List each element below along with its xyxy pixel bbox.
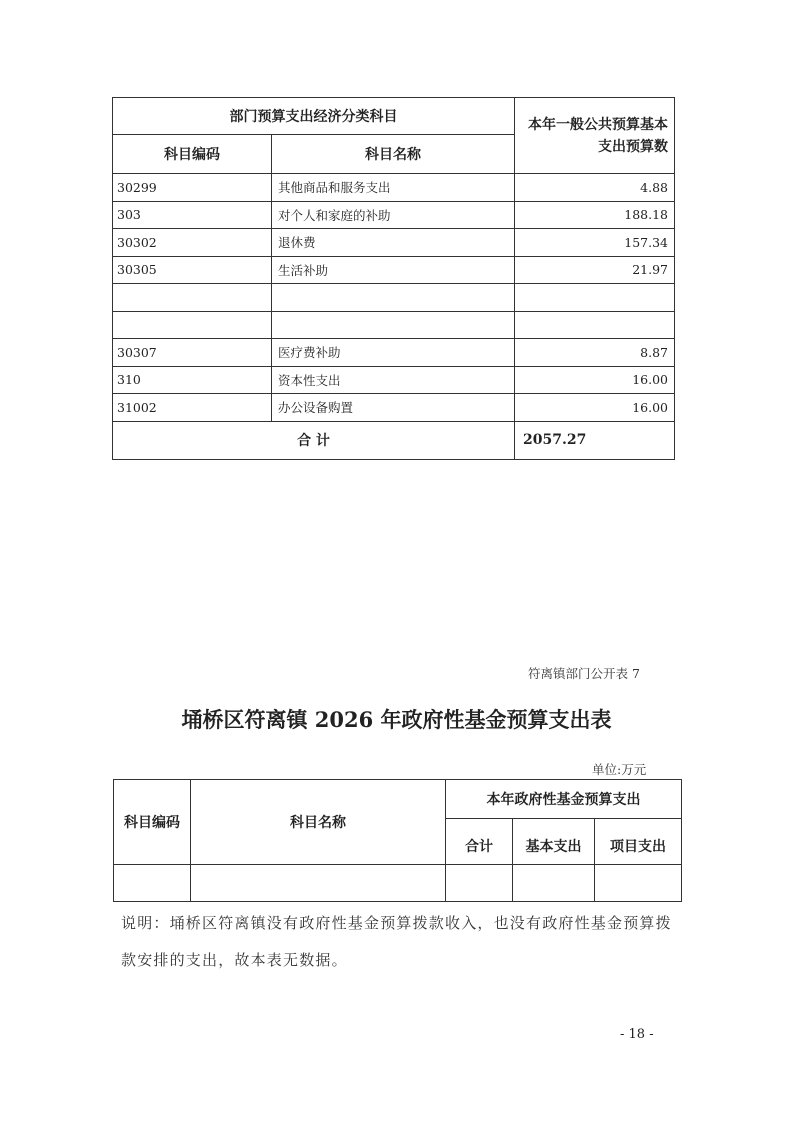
total-value: 2057.27	[515, 421, 675, 459]
code-cell	[113, 311, 272, 339]
total-header: 合计	[446, 819, 513, 865]
empty-cell	[114, 865, 191, 902]
name-cell	[272, 284, 515, 312]
code-cell: 310	[113, 366, 272, 394]
code-header: 科目编码	[113, 135, 272, 174]
name-cell: 对个人和家庭的补助	[272, 201, 515, 229]
total-row	[113, 421, 675, 459]
code-cell: 31002	[113, 394, 272, 422]
name-cell: 办公设备购置	[272, 394, 515, 422]
name-cell: 医疗费补助	[272, 339, 515, 367]
group-header: 本年政府性基金预算支出	[446, 780, 682, 819]
empty-cell	[513, 865, 595, 902]
code-cell: 30302	[113, 229, 272, 257]
code-cell: 30307	[113, 339, 272, 367]
name-cell	[272, 311, 515, 339]
amount-header: 本年一般公共预算基本支出预算数	[515, 98, 675, 174]
table-row	[113, 339, 675, 367]
name-cell: 退休费	[272, 229, 515, 257]
table-row	[113, 284, 675, 312]
empty-cell	[191, 865, 446, 902]
name-cell: 生活补助	[272, 256, 515, 284]
government-fund-table	[113, 779, 682, 902]
table-row	[113, 256, 675, 284]
page-title: 埇桥区符离镇 2026 年政府性基金预算支出表	[181, 707, 612, 732]
table-row	[113, 311, 675, 339]
empty-cell	[446, 865, 513, 902]
empty-row	[114, 865, 682, 902]
code-cell: 30305	[113, 256, 272, 284]
note-text: 说明：埇桥区符离镇没有政府性基金预算拨款收入，也没有政府性基金预算拨款安排的支出，故本表无数据。	[121, 914, 672, 969]
unit-label: 单位:万元	[592, 762, 647, 777]
amount-cell	[515, 284, 675, 312]
code-cell: 30299	[113, 174, 272, 202]
table-row	[113, 229, 675, 257]
amount-cell: 4.88	[515, 174, 675, 202]
total-label: 合 计	[113, 421, 515, 459]
amount-cell: 21.97	[515, 256, 675, 284]
name-header: 科目名称	[191, 780, 446, 865]
page-number: - 18 -	[620, 1027, 654, 1042]
amount-cell: 157.34	[515, 229, 675, 257]
code-header: 科目编码	[114, 780, 191, 865]
name-header: 科目名称	[272, 135, 515, 174]
basic-header: 基本支出	[513, 819, 595, 865]
table-row	[113, 366, 675, 394]
code-cell	[113, 284, 272, 312]
amount-cell: 16.00	[515, 394, 675, 422]
table-row	[113, 174, 675, 202]
economic-classification-table	[112, 97, 675, 460]
amount-cell: 8.87	[515, 339, 675, 367]
code-cell: 303	[113, 201, 272, 229]
amount-cell	[515, 311, 675, 339]
table-row	[113, 201, 675, 229]
name-cell: 其他商品和服务支出	[272, 174, 515, 202]
group-header: 部门预算支出经济分类科目	[113, 98, 515, 135]
empty-cell	[595, 865, 682, 902]
project-header: 项目支出	[595, 819, 682, 865]
amount-cell: 188.18	[515, 201, 675, 229]
amount-cell: 16.00	[515, 366, 675, 394]
table-row	[113, 394, 675, 422]
table-tag: 符离镇部门公开表 7	[528, 666, 640, 681]
name-cell: 资本性支出	[272, 366, 515, 394]
